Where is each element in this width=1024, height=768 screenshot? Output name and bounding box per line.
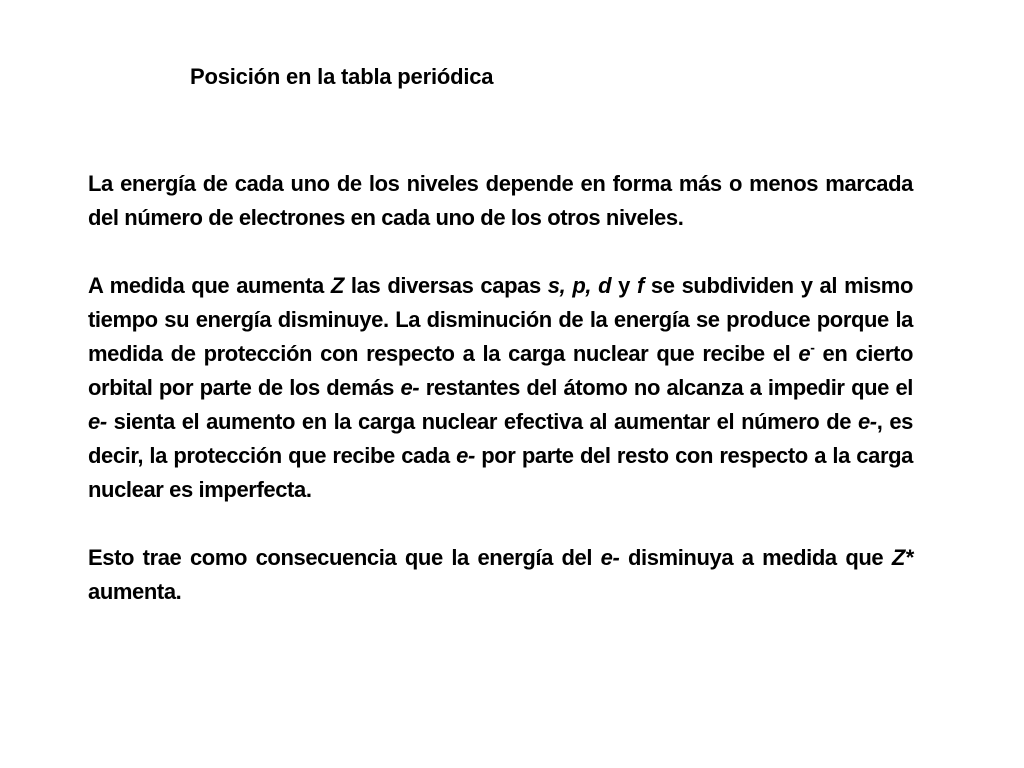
slide-body (88, 167, 913, 609)
paragraph-subdivision (88, 269, 913, 507)
text-run: restantes del átomo no alcanza a impedir que el (419, 375, 913, 400)
text-run: aumenta. (88, 579, 182, 604)
electron-symbol: e- (857, 409, 877, 434)
slide-title: Posición en la tabla periódica (190, 64, 494, 89)
electron-symbol: e (798, 341, 811, 366)
symbol-z: Z (330, 273, 344, 298)
text-run: se subdividen y al mismo tiempo su energía disminuye. La disminución de la energía se produce porque la medida de protección con respecto a la carga nuclear que recibe el (88, 273, 914, 366)
symbol-z-effective: Z* (891, 545, 914, 570)
text-run: sienta el aumento en la carga nuclear efectiva al aumentar el número de (106, 409, 858, 434)
text-run: disminuya a medida que (619, 545, 892, 570)
text-run: , es decir, la protección que recibe cada (88, 409, 913, 468)
electron-symbol: e- (600, 545, 620, 570)
text-run: Esto trae como consecuencia que la energía del (88, 545, 601, 570)
text-run: A medida que aumenta (88, 273, 331, 298)
electron-symbol: e- (88, 409, 107, 434)
electron-symbol: e- (456, 443, 475, 468)
text-run: y (611, 273, 637, 298)
text-run: en cierto orbital por parte de los demás (88, 341, 913, 400)
orbital-f: f (636, 273, 644, 298)
paragraph-consequence (88, 541, 913, 609)
text-run: por parte del resto con respecto a la carga nuclear es imperfecta. (88, 443, 913, 502)
text-run: las diversas capas (343, 273, 548, 298)
electron-symbol: e- (400, 375, 420, 400)
electron-charge-sup: - (810, 339, 815, 356)
paragraph-energy-levels: La energía de cada uno de los niveles depende en forma más o menos marcada del número de electrones en cada uno de los otros niveles. (88, 171, 913, 230)
orbitals-spd: s, p, d (547, 273, 612, 298)
